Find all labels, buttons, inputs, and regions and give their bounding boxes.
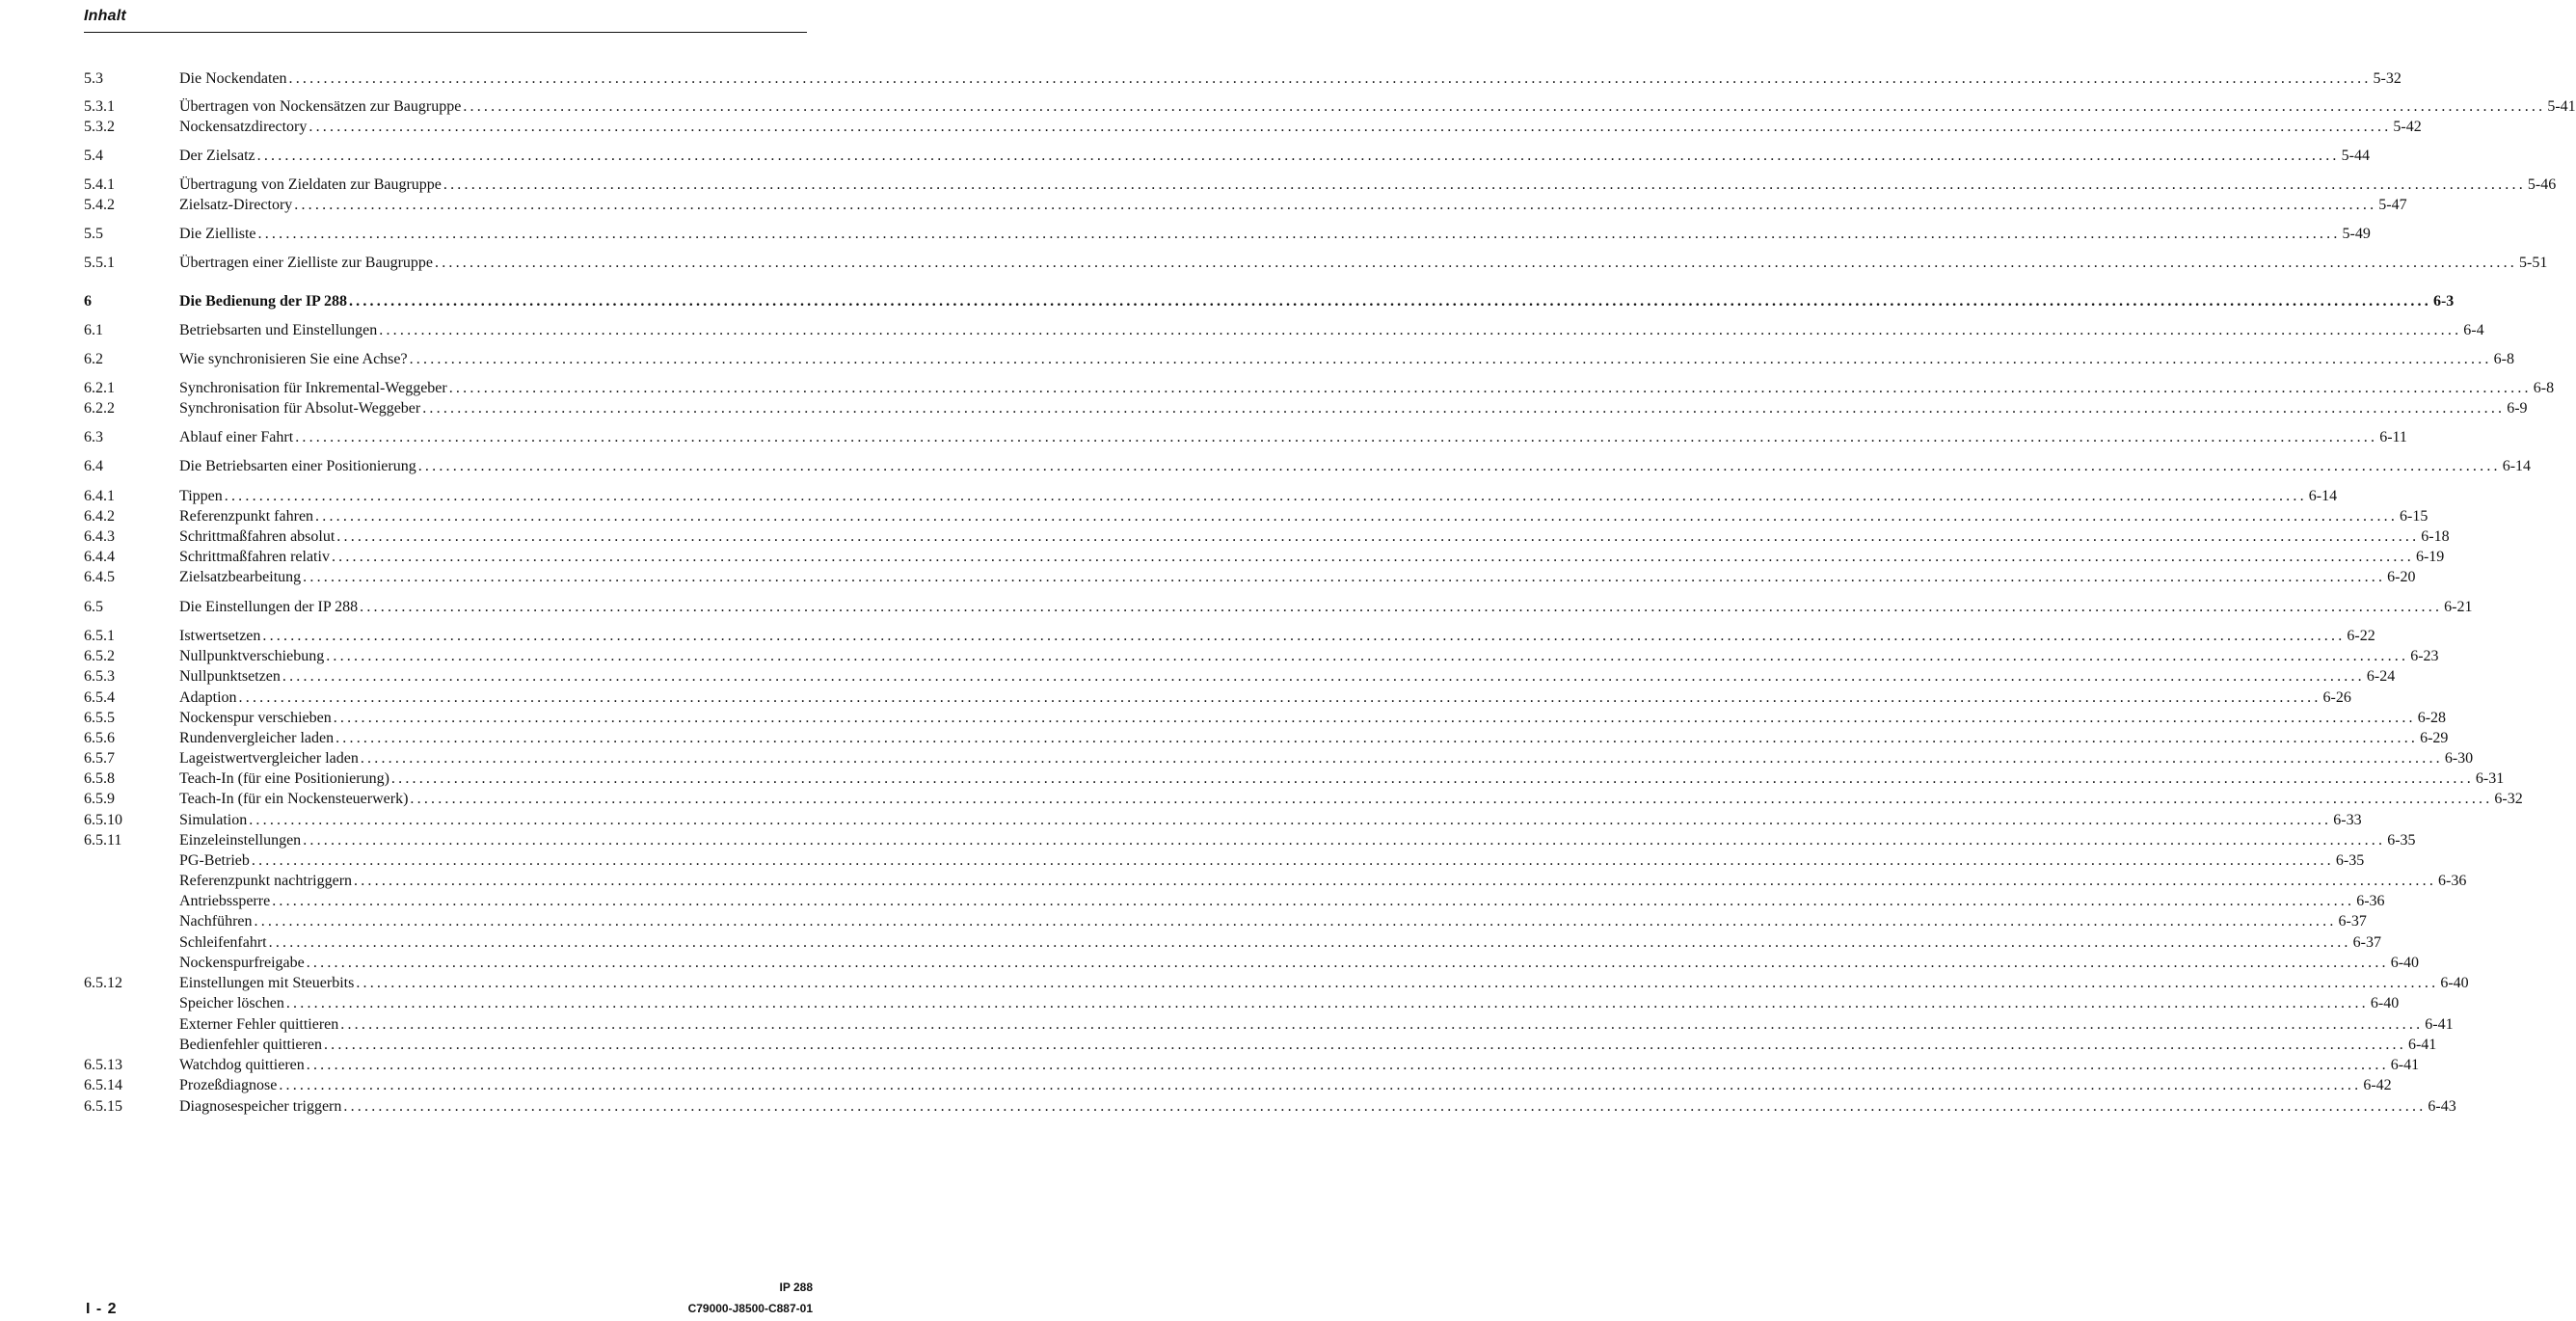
toc-section-number: 6.4.4 — [84, 549, 115, 565]
toc-page-number: 6-22 — [2347, 628, 2375, 644]
toc-section-title: PG-Betrieb — [179, 852, 250, 869]
toc-section-title: Tippen — [179, 488, 223, 504]
toc-row — [84, 147, 2370, 166]
toc-section-title: Istwertsetzen — [179, 628, 261, 644]
toc-section-number: 6.2.2 — [84, 400, 115, 417]
toc-row — [84, 350, 2514, 369]
toc-dot-leader: ............................................................................................................................................................................................................................................................................................................ — [331, 549, 2414, 565]
toc-dot-leader: ............................................................................................................................................................................................................................................................................................................ — [360, 750, 2443, 767]
toc-section-title: Der Zielsatz — [179, 148, 255, 164]
toc-dot-leader: ............................................................................................................................................................................................................................................................................................................ — [249, 812, 2332, 828]
toc-section-number: 6.1 — [84, 322, 103, 338]
toc-section-title: Referenzpunkt nachtriggern — [179, 873, 353, 889]
toc-section-title: Zielsatzbearbeitung — [179, 569, 302, 585]
toc-section-title: Schleifenfahrt — [179, 934, 267, 951]
toc-row — [84, 769, 2505, 789]
toc-section-number: 6.5.5 — [84, 710, 115, 726]
toc-section-number: 6.4.2 — [84, 508, 115, 525]
toc-dot-leader: ............................................................................................................................................................................................................................................................................................................ — [295, 429, 2378, 445]
toc-page-number: 6-14 — [2308, 488, 2338, 504]
toc-entry — [179, 118, 2422, 137]
toc-page-number: 6-35 — [2387, 832, 2416, 849]
toc-dot-leader: ............................................................................................................................................................................................................................................................................................................ — [410, 791, 2493, 807]
toc-page-number: 6-11 — [2379, 429, 2407, 445]
toc-row — [84, 527, 2450, 547]
toc-section-title: Teach-In (für eine Positionierung) — [179, 770, 389, 787]
toc-section-title: Antriebssperre — [179, 893, 271, 909]
toc-row — [84, 1036, 2437, 1055]
toc-page-number: 5-51 — [2519, 255, 2548, 271]
toc-row — [84, 912, 2367, 931]
toc-entry — [179, 69, 2402, 89]
toc-section-number: 5.3 — [84, 70, 103, 87]
toc-page-number: 5-47 — [2378, 197, 2407, 213]
toc-row — [84, 487, 2338, 506]
toc-page-number: 5-41 — [2547, 98, 2576, 115]
toc-section-title: Wie synchronisieren Sie eine Achse? — [179, 351, 408, 367]
toc-row — [84, 933, 2381, 953]
toc-dot-leader: ............................................................................................................................................................................................................................................................................................................ — [356, 975, 2439, 991]
toc-entry — [179, 1076, 2392, 1095]
toc-dot-leader: ............................................................................................................................................................................................................................................................................................................ — [285, 995, 2369, 1011]
toc-dot-leader: ............................................................................................................................................................................................................................................................................................................ — [279, 1077, 2362, 1093]
toc-dot-leader: ............................................................................................................................................................................................................................................................................................................ — [409, 351, 2492, 367]
toc-section-title: Die Betriebsarten einer Positionierung — [179, 458, 416, 474]
toc-row — [84, 647, 2439, 666]
toc-entry — [179, 647, 2439, 666]
toc-page-number: 6-30 — [2444, 750, 2474, 767]
toc-section-number: 6.2.1 — [84, 380, 115, 396]
toc-section-number: 5.5 — [84, 226, 103, 242]
toc-section-title: Ablauf einer Fahrt — [179, 429, 294, 445]
toc-section-title: Rundenvergleicher laden — [179, 730, 335, 746]
toc-row — [84, 811, 2362, 830]
toc-page-number: 5-32 — [2373, 70, 2402, 87]
toc-section-title: Übertragen einer Zielliste zur Baugruppe — [179, 255, 433, 271]
toc-row — [84, 379, 2555, 398]
toc-dot-leader: ............................................................................................................................................................................................................................................................................................................ — [443, 176, 2526, 193]
toc-entry — [179, 627, 2375, 646]
toc-page-number: 6-33 — [2333, 812, 2362, 828]
toc-page-number: 5-49 — [2342, 226, 2371, 242]
toc-section-number: 6.5.11 — [84, 832, 122, 849]
toc-page-number: 6-41 — [2407, 1037, 2437, 1053]
footer-order-number: C79000-J8500-C887-01 — [687, 1302, 813, 1315]
toc-row — [84, 994, 2400, 1013]
toc-section-title: Schrittmaßfahren relativ — [179, 549, 330, 565]
toc-entry — [179, 790, 2523, 809]
toc-dot-leader: ............................................................................................................................................................................................................................................................................................................ — [348, 293, 2431, 310]
toc-row — [84, 598, 2473, 617]
page-header-title: Inhalt — [84, 8, 126, 24]
toc-entry — [179, 175, 2557, 195]
toc-section-number: 6.5.12 — [84, 975, 122, 991]
toc-page-number: 6-26 — [2322, 689, 2351, 706]
toc-row — [84, 69, 2402, 89]
toc-section-number: 6.5.9 — [84, 791, 115, 807]
footer-product-name: IP 288 — [779, 1281, 813, 1294]
toc-entry — [179, 254, 2548, 273]
toc-dot-leader: ............................................................................................................................................................................................................................................................................................................ — [288, 70, 2372, 87]
toc-section-number: 5.4.2 — [84, 197, 115, 213]
toc-page-number: 6-35 — [2335, 852, 2365, 869]
toc-entry — [179, 97, 2576, 117]
toc-row — [84, 1015, 2454, 1035]
toc-row — [84, 254, 2548, 273]
toc-dot-leader: ............................................................................................................................................................................................................................................................................................................ — [343, 1098, 2427, 1115]
toc-entry — [179, 321, 2484, 340]
toc-dot-leader: ............................................................................................................................................................................................................................................................................................................ — [333, 710, 2416, 726]
toc-dot-leader: ............................................................................................................................................................................................................................................................................................................ — [309, 119, 2392, 135]
toc-row — [84, 749, 2474, 768]
toc-section-number: 6.2 — [84, 351, 103, 367]
toc-page-number: 6-3 — [2432, 293, 2455, 310]
toc-page-number: 6-4 — [2463, 322, 2484, 338]
toc-section-number: 6.5.4 — [84, 689, 115, 706]
toc-row — [84, 851, 2365, 871]
toc-entry — [179, 292, 2455, 311]
toc-entry — [179, 350, 2514, 369]
toc-dot-leader: ............................................................................................................................................................................................................................................................................................................ — [335, 730, 2419, 746]
toc-dot-leader: ............................................................................................................................................................................................................................................................................................................ — [272, 893, 2355, 909]
toc-row — [84, 667, 2396, 687]
toc-section-title: Nullpunktverschiebung — [179, 648, 325, 664]
toc-section-number: 6.5.2 — [84, 648, 115, 664]
toc-entry — [179, 831, 2416, 850]
toc-section-title: Die Bedienung der IP 288 — [179, 293, 347, 310]
toc-page-number: 6-43 — [2428, 1098, 2456, 1115]
toc-section-number: 6.4.3 — [84, 528, 115, 545]
toc-entry — [179, 568, 2416, 587]
toc-section-number: 6.4.1 — [84, 488, 115, 504]
toc-row — [84, 321, 2484, 340]
toc-section-number: 6.5.7 — [84, 750, 115, 767]
toc-section-title: Prozeßdiagnose — [179, 1077, 278, 1093]
toc-row — [84, 118, 2422, 137]
toc-section-title: Nockenspurfreigabe — [179, 955, 305, 971]
toc-section-title: Speicher löschen — [179, 995, 284, 1011]
toc-page-number: 6-14 — [2502, 458, 2532, 474]
toc-dot-leader: ............................................................................................................................................................................................................................................................................................................ — [294, 197, 2377, 213]
toc-entry — [179, 225, 2371, 244]
toc-row — [84, 225, 2371, 244]
toc-dot-leader: ............................................................................................................................................................................................................................................................................................................ — [354, 873, 2437, 889]
toc-page-number: 6-40 — [2390, 955, 2420, 971]
toc-page-number: 6-20 — [2387, 569, 2416, 585]
toc-dot-leader: ............................................................................................................................................................................................................................................................................................................ — [262, 628, 2346, 644]
toc-entry — [179, 196, 2407, 215]
toc-row — [84, 872, 2467, 891]
toc-dot-leader: ............................................................................................................................................................................................................................................................................................................ — [379, 322, 2462, 338]
toc-section-title: Die Zielliste — [179, 226, 256, 242]
toc-section-number: 6.5.8 — [84, 770, 115, 787]
toc-page-number: 6-40 — [2440, 975, 2469, 991]
toc-dot-leader: ............................................................................................................................................................................................................................................................................................................ — [306, 1057, 2389, 1073]
toc-section-title: Zielsatz-Directory — [179, 197, 293, 213]
toc-page-number: 6-23 — [2410, 648, 2439, 664]
toc-dot-leader: ............................................................................................................................................................................................................................................................................................................ — [435, 255, 2517, 271]
toc-entry — [179, 769, 2505, 789]
toc-row — [84, 457, 2532, 476]
toc-dot-leader: ............................................................................................................................................................................................................................................................................................................ — [448, 380, 2532, 396]
toc-dot-leader: ............................................................................................................................................................................................................................................................................................................ — [268, 934, 2351, 951]
toc-row — [84, 196, 2407, 215]
footer-page-number: I - 2 — [86, 1301, 118, 1317]
toc-row — [84, 1097, 2456, 1117]
toc-section-title: Lageistwertvergleicher laden — [179, 750, 359, 767]
toc-entry — [179, 954, 2420, 973]
toc-section-title: Nachführen — [179, 913, 253, 930]
toc-row — [84, 399, 2528, 418]
toc-entry — [179, 709, 2447, 728]
toc-page-number: 6-40 — [2370, 995, 2400, 1011]
toc-section-title: Bedienfehler quittieren — [179, 1037, 322, 1053]
toc-section-title: Watchdog quittieren — [179, 1057, 305, 1073]
toc-section-number: 6.5.14 — [84, 1077, 122, 1093]
toc-dot-leader: ............................................................................................................................................................................................................................................................................................................ — [251, 852, 2334, 869]
toc-dot-leader: ............................................................................................................................................................................................................................................................................................................ — [323, 1037, 2406, 1053]
toc-entry — [179, 1056, 2420, 1075]
toc-row — [84, 507, 2428, 526]
toc-entry — [179, 399, 2528, 418]
toc-page-number: 6-37 — [2338, 913, 2367, 930]
toc-entry — [179, 147, 2370, 166]
toc-entry — [179, 1015, 2454, 1035]
toc-row — [84, 1076, 2392, 1095]
toc-section-number: 6.4.5 — [84, 569, 115, 585]
toc-section-title: Adaption — [179, 689, 237, 706]
toc-page-number: 6-18 — [2421, 528, 2450, 545]
toc-entry — [179, 811, 2362, 830]
toc-section-number: 5.4 — [84, 148, 103, 164]
toc-entry — [179, 1036, 2437, 1055]
toc-page-number: 6-28 — [2417, 710, 2447, 726]
toc-dot-leader: ............................................................................................................................................................................................................................................................................................................ — [390, 770, 2474, 787]
toc-page-number: 6-24 — [2366, 668, 2396, 685]
toc-section-title: Nockenspur verschieben — [179, 710, 332, 726]
toc-section-title: Schrittmaßfahren absolut — [179, 528, 335, 545]
toc-entry — [179, 749, 2474, 768]
toc-row — [84, 175, 2557, 195]
toc-section-number: 6.4 — [84, 458, 103, 474]
toc-dot-leader: ............................................................................................................................................................................................................................................................................................................ — [326, 648, 2409, 664]
toc-section-title: Die Nockendaten — [179, 70, 287, 87]
toc-page-number: 5-42 — [2393, 119, 2422, 135]
toc-page-number: 6-8 — [2493, 351, 2514, 367]
toc-dot-leader: ............................................................................................................................................................................................................................................................................................................ — [303, 832, 2386, 849]
toc-row — [84, 97, 2576, 117]
toc-section-title: Übertragung von Zieldaten zur Baugruppe — [179, 176, 442, 193]
toc-row — [84, 548, 2445, 567]
toc-row — [84, 790, 2523, 809]
toc-chapter-row — [84, 292, 2455, 311]
toc-section-title: Die Einstellungen der IP 288 — [179, 599, 359, 615]
toc-row — [84, 831, 2416, 850]
toc-section-title: Einzeleinstellungen — [179, 832, 302, 849]
toc-entry — [179, 974, 2469, 993]
toc-page-number: 6-29 — [2420, 730, 2449, 746]
toc-section-number: 6 — [84, 293, 92, 310]
toc-section-title: Einstellungen mit Steuerbits — [179, 975, 355, 991]
toc-page-number: 5-44 — [2341, 148, 2370, 164]
toc-row — [84, 729, 2449, 748]
toc-entry — [179, 667, 2396, 687]
toc-row — [84, 568, 2416, 587]
toc-section-title: Diagnosespeicher triggern — [179, 1098, 342, 1115]
toc-section-title: Synchronisation für Absolut-Weggeber — [179, 400, 421, 417]
toc-page-number: 6-36 — [2438, 873, 2467, 889]
toc-entry — [179, 598, 2473, 617]
toc-entry — [179, 548, 2445, 567]
toc-entry — [179, 994, 2400, 1013]
toc-page-number: 6-8 — [2533, 380, 2555, 396]
toc-row — [84, 1056, 2420, 1075]
toc-section-number: 6.5.3 — [84, 668, 115, 685]
toc-dot-leader: ............................................................................................................................................................................................................................................................................................................ — [306, 955, 2389, 971]
toc-page-number: 5-46 — [2527, 176, 2557, 193]
toc-section-number: 6.5.15 — [84, 1098, 122, 1115]
toc-dot-leader: ............................................................................................................................................................................................................................................................................................................ — [463, 98, 2546, 115]
toc-page-number: 6-19 — [2415, 549, 2445, 565]
toc-section-title: Übertragen von Nockensätzen zur Baugruppe — [179, 98, 462, 115]
toc-dot-leader: ............................................................................................................................................................................................................................................................................................................ — [422, 400, 2506, 417]
toc-page-number: 6-9 — [2507, 400, 2528, 417]
toc-dot-leader: ............................................................................................................................................................................................................................................................................................................ — [303, 569, 2386, 585]
toc-dot-leader: ............................................................................................................................................................................................................................................................................................................ — [315, 508, 2399, 525]
toc-dot-leader: ............................................................................................................................................................................................................................................................................................................ — [238, 689, 2321, 706]
toc-section-title: Referenzpunkt fahren — [179, 508, 314, 525]
toc-dot-leader: ............................................................................................................................................................................................................................................................................................................ — [417, 458, 2501, 474]
toc-section-title: Externer Fehler quittieren — [179, 1016, 339, 1033]
toc-entry — [179, 851, 2365, 871]
toc-entry — [179, 457, 2532, 476]
toc-page-number: 6-32 — [2494, 791, 2523, 807]
toc-row — [84, 954, 2420, 973]
toc-dot-leader: ............................................................................................................................................................................................................................................................................................................ — [224, 488, 2307, 504]
toc-section-number: 6.5 — [84, 599, 103, 615]
toc-section-title: Synchronisation für Inkremental-Weggeber — [179, 380, 447, 396]
toc-row — [84, 892, 2385, 911]
toc-section-title: Nullpunktsetzen — [179, 668, 281, 685]
toc-section-number: 6.5.10 — [84, 812, 122, 828]
toc-section-number: 6.3 — [84, 429, 103, 445]
toc-entry — [179, 912, 2367, 931]
toc-section-title: Teach-In (für ein Nockensteuerwerk) — [179, 791, 409, 807]
toc-page-number: 6-37 — [2352, 934, 2381, 951]
toc-dot-leader: ............................................................................................................................................................................................................................................................................................................ — [340, 1016, 2424, 1033]
toc-section-number: 5.4.1 — [84, 176, 115, 193]
toc-page-number: 6-41 — [2425, 1016, 2454, 1033]
toc-entry — [179, 379, 2555, 398]
toc-page-number: 6-21 — [2444, 599, 2473, 615]
toc-entry — [179, 507, 2428, 526]
toc-dot-leader: ............................................................................................................................................................................................................................................................................................................ — [282, 668, 2365, 685]
toc-entry — [179, 487, 2338, 506]
toc-row — [84, 688, 2351, 708]
toc-page-number: 6-42 — [2363, 1077, 2392, 1093]
toc-entry — [179, 1097, 2456, 1117]
toc-section-number: 6.5.13 — [84, 1057, 122, 1073]
toc-entry — [179, 872, 2467, 891]
toc-dot-leader: ............................................................................................................................................................................................................................................................................................................ — [257, 226, 2341, 242]
toc-row — [84, 627, 2375, 646]
toc-entry — [179, 933, 2381, 953]
toc-entry — [179, 527, 2450, 547]
toc-dot-leader: ............................................................................................................................................................................................................................................................................................................ — [254, 913, 2337, 930]
toc-row — [84, 428, 2407, 447]
toc-section-title: Nockensatzdirectory — [179, 119, 308, 135]
toc-section-number: 6.5.1 — [84, 628, 115, 644]
toc-entry — [179, 428, 2407, 447]
toc-page-number: 6-41 — [2390, 1057, 2420, 1073]
toc-dot-leader: ............................................................................................................................................................................................................................................................................................................ — [256, 148, 2340, 164]
toc-section-number: 5.3.1 — [84, 98, 115, 115]
toc-page-number: 6-15 — [2400, 508, 2428, 525]
toc-dot-leader: ............................................................................................................................................................................................................................................................................................................ — [360, 599, 2443, 615]
toc-section-number: 5.5.1 — [84, 255, 115, 271]
toc-page-number: 6-36 — [2356, 893, 2385, 909]
toc-row — [84, 974, 2469, 993]
toc-entry — [179, 729, 2449, 748]
toc-entry — [179, 688, 2351, 708]
toc-page-number: 6-31 — [2475, 770, 2505, 787]
toc-section-number: 6.5.6 — [84, 730, 115, 746]
toc-entry — [179, 892, 2385, 911]
toc-section-title: Simulation — [179, 812, 248, 828]
toc-row — [84, 709, 2447, 728]
toc-dot-leader: ............................................................................................................................................................................................................................................................................................................ — [336, 528, 2420, 545]
toc-section-number: 5.3.2 — [84, 119, 115, 135]
toc-section-title: Betriebsarten und Einstellungen — [179, 322, 378, 338]
